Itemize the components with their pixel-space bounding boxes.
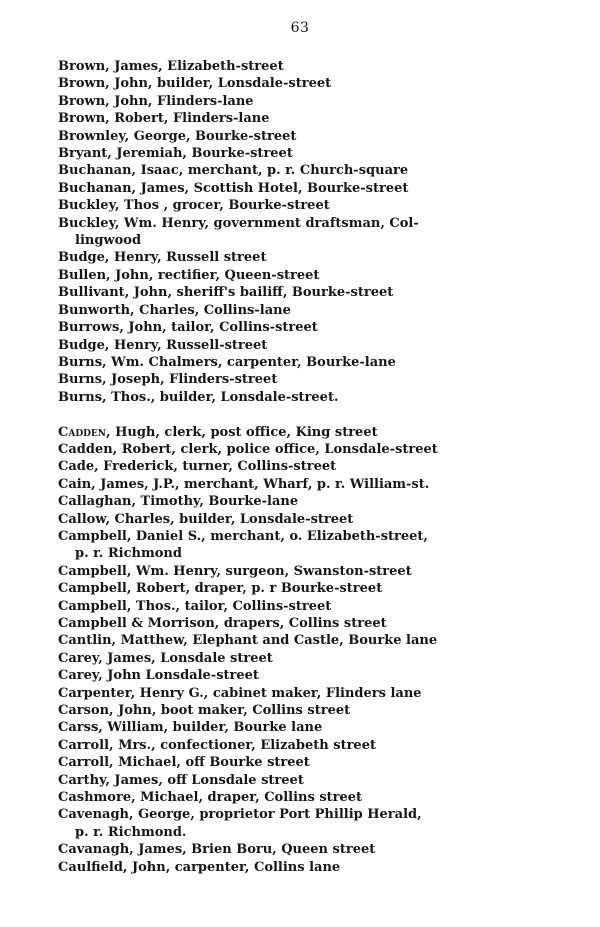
directory-entry: Campbell, Robert, draper, p. r Bourke-street [58,581,383,597]
page-number: 63 [290,20,310,36]
directory-entry: Carpenter, Henry G., cabinet maker, Flinders lane [58,685,422,701]
directory-entry: p. r. Richmond. [75,824,187,840]
directory-entry: Brown, John, builder, Lonsdale-street [58,76,332,92]
entry-details: , Hugh, clerk, post office, King street [106,424,378,440]
directory-entry: Carey, John Lonsdale-street [58,668,259,684]
directory-entry: Burns, Thos., builder, Lonsdale-street. [58,389,339,405]
directory-entry: Burns, Wm. Chalmers, carpenter, Bourke-lane [58,354,396,370]
directory-entry: Campbell, Daniel S., merchant, o. Elizabeth-street, [58,528,428,544]
directory-entry: Carthy, James, off Lonsdale street [58,772,304,788]
directory-entry: Brown, Robert, Flinders-lane [58,111,270,127]
directory-entry: Cantlin, Matthew, Elephant and Castle, Bourke lane [58,633,438,649]
directory-entry: Carroll, Mrs., confectioner, Elizabeth street [58,737,376,753]
directory-entry: Buckley, Thos , grocer, Bourke-street [58,198,330,214]
directory-entry: Campbell, Thos., tailor, Collins-street [58,598,332,614]
directory-entry: Budge, Henry, Russell-street [58,337,268,353]
directory-entry: Brownley, George, Bourke-street [58,128,297,144]
entry-surname: Cadden [58,424,107,440]
directory-entry: Cavanagh, James, Brien Boru, Queen street [58,842,376,858]
directory-entry: Buckley, Wm. Henry, government draftsman, Col- lingwood [58,215,419,249]
directory-entry: Cadden, Robert, clerk, police office, Lonsdale-street [58,441,438,457]
directory-entry: Brown, John, Flinders-lane [58,93,254,109]
directory-entry: Cavenagh, George, proprietor Port Phillip Herald, [58,807,422,823]
directory-listing [58,58,468,876]
directory-entry: Callow, Charles, builder, Lonsdale-street [58,511,354,527]
directory-entry: Budge, Henry, Russell street [58,250,267,266]
directory-entry: Burrows, John, tailor, Collins-street [58,320,318,336]
directory-entry: Buchanan, James, Scottish Hotel, Bourke-street [58,180,409,196]
directory-entry-cadden-hugh [58,424,468,441]
directory-entry: Cain, James, J.P., merchant, Wharf, p. r. William-st. [58,476,430,492]
directory-entry: Carson, John, boot maker, Collins street [58,703,351,719]
directory-entry: Campbell, Wm. Henry, surgeon, Swanston-street [58,563,412,579]
directory-entry: Carey, James, Lonsdale street [58,650,273,666]
directory-entry: Bryant, Jeremiah, Bourke-street [58,146,293,162]
directory-entry: Cashmore, Michael, draper, Collins street [58,790,363,806]
directory-entry: p. r. Richmond [75,546,182,562]
directory-entry: Caulfield, John, carpenter, Collins lane [58,859,341,875]
directory-entry: Carroll, Michael, off Bourke street [58,755,310,771]
directory-entry: Cade, Frederick, turner, Collins-street [58,459,337,475]
directory-entry: Bunworth, Charles, Collins-lane [58,302,291,318]
section-gap [58,406,468,423]
directory-entry: Buchanan, Isaac, merchant, p. r. Church-square [58,163,409,179]
directory-entry: Brown, James, Elizabeth-street [58,59,284,74]
directory-entry: Campbell & Morrison, drapers, Collins street [58,615,387,631]
directory-entry: Burns, Joseph, Flinders-street [58,372,278,388]
directory-entry: Carss, William, builder, Bourke lane [58,720,323,736]
directory-entry: Bullen, John, rectifier, Queen-street [58,267,320,283]
section-b [58,58,468,406]
section-c [58,441,468,876]
directory-entry: Bullivant, John, sheriff's bailiff, Bourke-street [58,285,394,301]
directory-entry: Callaghan, Timothy, Bourke-lane [58,494,299,510]
